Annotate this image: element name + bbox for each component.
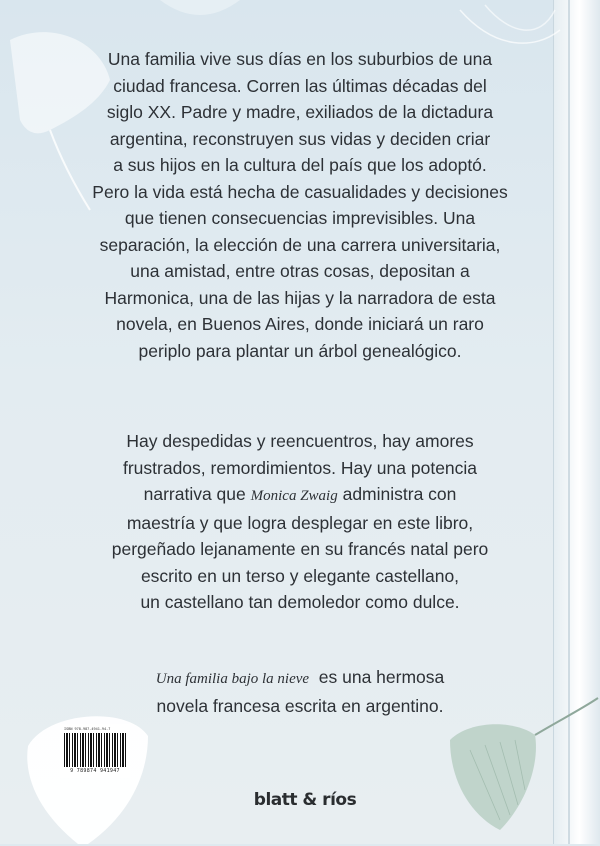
ginkgo-leaf-top-center xyxy=(150,0,250,30)
book-title: Una familia bajo la nieve xyxy=(155,671,310,687)
line-text: es una hermosa xyxy=(309,667,445,687)
publisher-logo: blatt & ríos xyxy=(253,790,357,810)
synopsis-line: que tienen consecuencias imprevisibles. Una xyxy=(124,208,476,228)
synopsis-line: Una familia vive sus días en los suburbios de una xyxy=(107,49,493,69)
synopsis-line: novela, en Buenos Aires, donde iniciará un raro xyxy=(116,314,484,334)
synopsis-line: frustrados, remordimientos. Hay una potencia xyxy=(122,457,478,478)
barcode-bars xyxy=(64,733,126,767)
synopsis-paragraph-2 xyxy=(90,428,510,616)
synopsis-line: periplo para plantar un árbol genealógico. xyxy=(138,340,462,361)
isbn-label: ISBN 978-987-4941-94-7 xyxy=(64,727,111,731)
line-text: administra con xyxy=(337,484,457,504)
synopsis-line: pergeñado lejanamente en su francés natal pero xyxy=(111,539,489,559)
synopsis-paragraph-3 xyxy=(90,664,510,719)
synopsis-line: novela francesa escrita en argentino. xyxy=(156,695,444,716)
synopsis-line-with-author xyxy=(90,481,510,510)
synopsis-line: separación, la elección de una carrera universitaria, xyxy=(99,234,501,255)
isbn-barcode xyxy=(60,724,130,778)
synopsis-line: un castellano tan demoledor como dulce. xyxy=(140,592,460,612)
synopsis-paragraph-1 xyxy=(90,46,510,364)
synopsis-line: escrito en un terso y elegante castellano, xyxy=(140,565,460,586)
synopsis-line: Hay despedidas y reencuentros, hay amores xyxy=(126,431,474,451)
line-text: narrativa que xyxy=(143,484,251,504)
synopsis-line: Pero la vida está hecha de casualidades y decisiones xyxy=(92,181,508,202)
synopsis-line: ciudad francesa. Corren las últimas décadas del xyxy=(113,75,487,96)
synopsis-line: una amistad, entre otras cosas, depositan a xyxy=(130,261,470,281)
synopsis-line: siglo XX. Padre y madre, exiliados de la dictadura xyxy=(106,102,494,122)
synopsis-line: maestría y que logra desplegar en este libro, xyxy=(126,512,474,533)
synopsis-line: a sus hijos en la cultura del país que los adoptó. xyxy=(113,155,487,175)
barcode-digits: 9 789874 941947 xyxy=(70,768,120,774)
synopsis-line: Harmonica, una de las hijas y la narradora de esta xyxy=(104,287,496,308)
author-name: Monica Zwaig xyxy=(250,488,338,504)
synopsis-line: argentina, reconstruyen sus vidas y deciden criar xyxy=(109,128,491,149)
synopsis-line-with-title xyxy=(90,664,510,693)
